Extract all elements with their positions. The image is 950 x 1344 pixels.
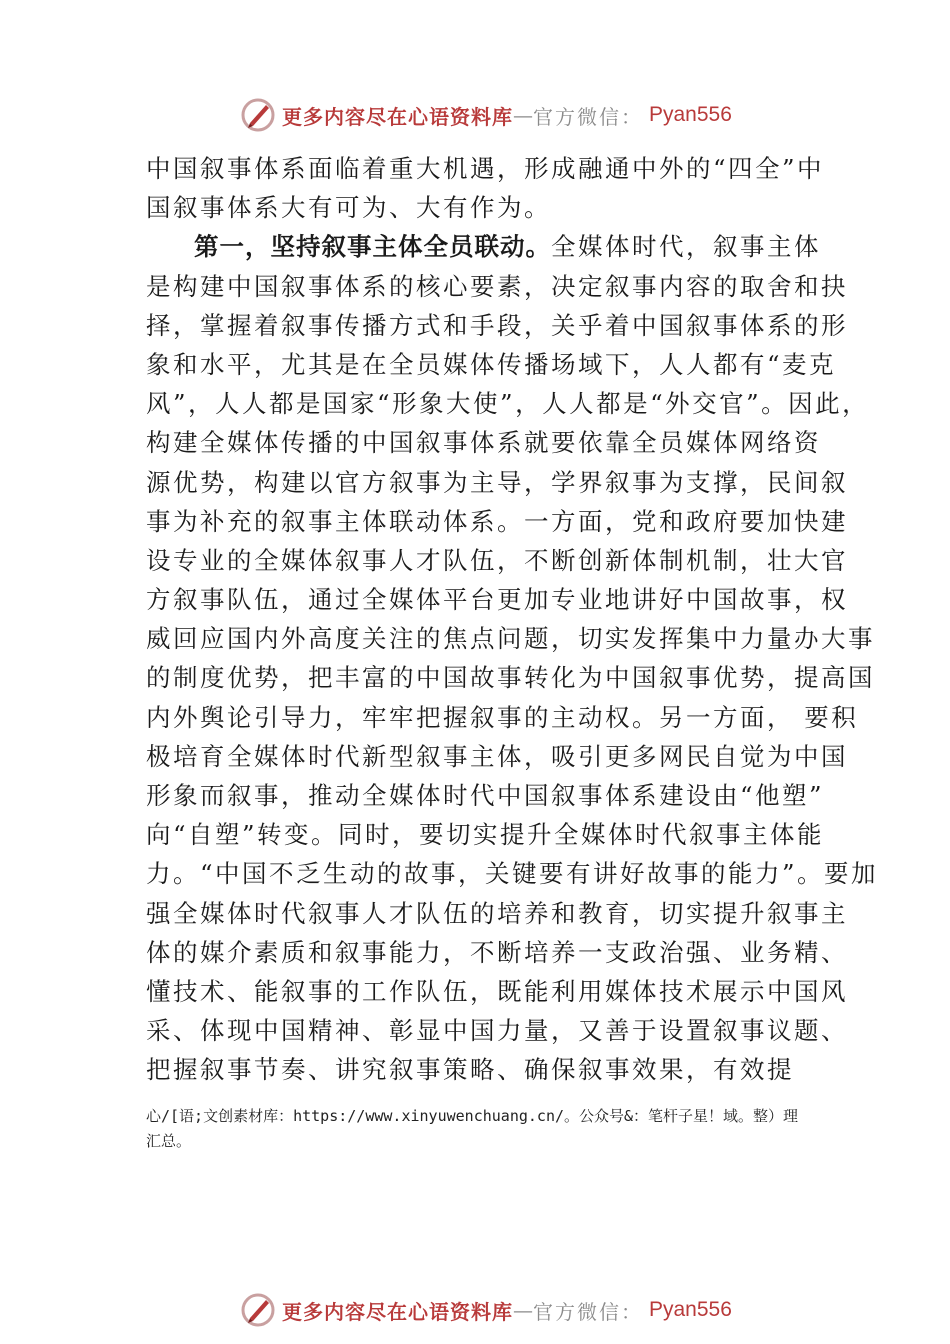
text-line: 向“自塑”转变。同时，要切实提升全媒体时代叙事主体能 [146,820,825,850]
text-line: 国叙事体系大有可为、大有作为。 [146,193,551,223]
text-line: 把握叙事节奏、讲究叙事策略、确保叙事效果，有效提 [146,1055,794,1085]
source-note-line: 心/[语;文创素材库：https://www.xinyuwenchuang.cn/。公众号&：笔杆子星！域。整）理 [146,1107,799,1125]
text-line: 构建全媒体传播的中国叙事体系就要依靠全员媒体网络资 [146,428,821,458]
text-line: 的制度优势，把丰富的中国故事转化为中国叙事优势，提高国 [146,663,875,693]
header-wechat-id: Pyan556 [649,103,732,126]
source-note-line: 汇总。 [146,1132,192,1150]
header-wechat-label: 官方微信： [533,104,643,129]
paragraph-lead: 全媒体时代，叙事主体 [551,232,821,262]
pen-logo-icon [240,1292,276,1328]
footer-wechat-label: 官方微信： [533,1299,643,1324]
text-line: 设专业的全媒体叙事人才队伍，不断创新体制机制，壮大官 [146,545,848,575]
text-line: 极培育全媒体时代新型叙事主体，吸引更多网民自觉为中国 [146,741,848,771]
text-line: 源优势，构建以官方叙事为主导，学界叙事为支撑，民间叙 [146,467,848,497]
text-line: 威回应国内外高度关注的焦点问题，切实发挥集中力量办大事 [146,624,875,654]
header-dash: — [513,103,533,127]
text-line: 内外舆论引导力，牢牢把握叙事的主动权。另一方面， 要积 [146,702,859,732]
paragraph-heading: 第一，坚持叙事主体全员联动。 [194,232,551,262]
text-line: 懂技术、能叙事的工作队伍，既能利用媒体技术展示中国风 [146,976,848,1006]
footer-banner [240,1290,732,1330]
footer-dash: — [513,1298,533,1322]
text-line: 力。“中国不乏生动的故事，关键要有讲好故事的能力”。要加 [146,859,879,889]
text-line: 体的媒介素质和叙事能力，不断培养一支政治强、业务精、 [146,937,848,967]
pen-logo-icon [240,97,276,133]
source-note [146,1104,846,1154]
text-line: 象和水平，尤其是在全员媒体传播场域下，人人都有“麦克 [146,349,837,379]
document-body [146,149,879,1090]
paragraph-first-line [146,227,826,266]
text-line: 方叙事队伍，通过全媒体平台更加专业地讲好中国故事，权 [146,585,848,615]
text-line: 是构建中国叙事体系的核心要素，决定叙事内容的取舍和抉 [146,271,848,301]
footer-brand-text: 更多内容尽在心语资料库 [282,1299,513,1324]
header-banner [240,95,732,135]
footer-wechat-id: Pyan556 [649,1298,732,1321]
text-line: 强全媒体时代叙事人才队伍的培养和教育，切实提升叙事主 [146,898,848,928]
header-brand-text: 更多内容尽在心语资料库 [282,104,513,129]
text-line: 中国叙事体系面临着重大机遇，形成融通中外的“四全”中 [146,154,825,183]
text-line: 事为补充的叙事主体联动体系。一方面，党和政府要加快建 [146,506,848,536]
text-line: 采、体现中国精神、彰显中国力量，又善于设置叙事议题、 [146,1016,848,1046]
text-line: 风”，人人都是国家“形象大使”，人人都是“外交官”。因此， [146,389,870,419]
text-line: 择，掌握着叙事传播方式和手段，关乎着中国叙事体系的形 [146,310,848,340]
text-line: 形象而叙事，推动全媒体时代中国叙事体系建设由“他塑” [146,781,825,810]
